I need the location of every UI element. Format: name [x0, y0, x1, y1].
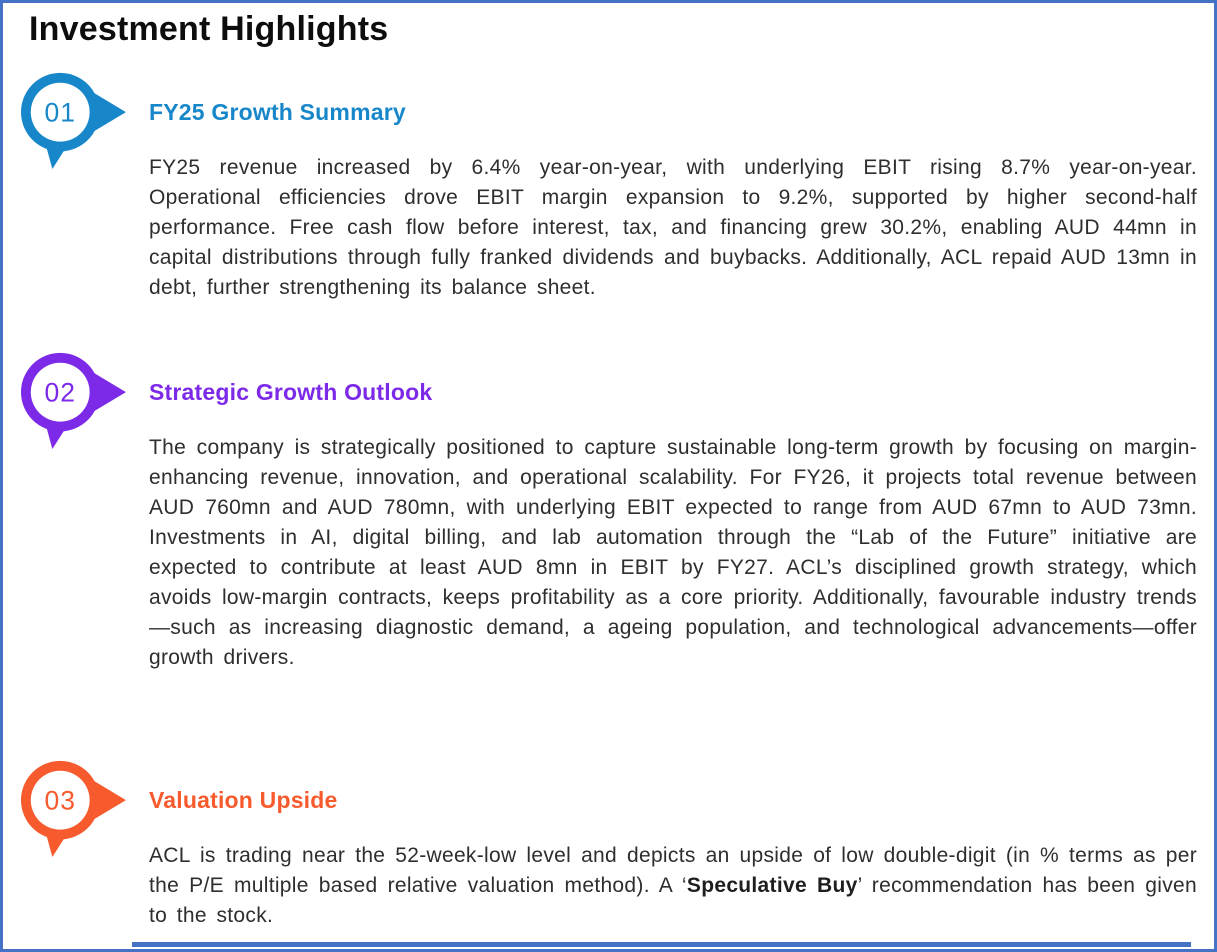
section-fy25-growth-summary — [3, 69, 1214, 303]
marker-02-icon — [15, 349, 127, 451]
section-valuation-upside — [3, 757, 1214, 931]
section-strategic-growth-outlook — [3, 349, 1214, 673]
marker-number: 01 — [44, 97, 76, 128]
speculative-buy-emphasis: Speculative Buy — [686, 874, 858, 897]
section-body-strategic: The company is strategically positioned to capture sustainable long-term growth by focusing on margin-enhancing revenue, innovation, and operational scalability. For FY26, it projects total revenue between AUD 760mn and AUD 780mn, with underlying EBIT expected to range from AUD 67mn to AUD 73mn. Investments in AI, digital billing, and lab automation through the “Lab of the Future” initiative are expected to contribute at least AUD 8mn in EBIT by FY27. ACL’s disciplined growth strategy, which avoids low-margin contracts, keeps profitability as a core priority. Additionally, favourable industry trends—such as increasing diagnostic demand, a ageing population, and technological advancements—offer growth drivers. — [149, 436, 1197, 669]
valuation-text-lead: ACL is trading near the 52-week-low level and depicts an upside of low double-digit (in % terms as per the P/E multiple based relative valuation method). A ‘ — [149, 844, 1197, 897]
section-body-valuation — [149, 841, 1197, 931]
marker-03-icon — [15, 757, 127, 859]
valuation-text-tail: ’ recommendation has been given to the stock. — [149, 874, 1197, 927]
page-title: Investment Highlights — [29, 10, 389, 48]
section-body-fy25: FY25 revenue increased by 6.4% year-on-year, with underlying EBIT rising 8.7% year-on-year. Operational efficiencies drove EBIT margin expansion to 9.2%, supported by higher second-half performance. Free cash flow before interest, tax, and financing grew 30.2%, enabling AUD 44mn in capital distributions through fully franked dividends and buybacks. Additionally, ACL repaid AUD 13mn in debt, further strengthening its balance sheet. — [149, 156, 1197, 299]
section-heading-valuation: Valuation Upside — [149, 787, 338, 813]
marker-number: 02 — [44, 377, 76, 408]
section-heading-strategic: Strategic Growth Outlook — [149, 379, 433, 405]
section-heading-fy25: FY25 Growth Summary — [149, 99, 406, 125]
marker-01-icon — [15, 69, 127, 171]
bottom-divider — [132, 942, 1191, 947]
marker-number: 03 — [44, 785, 76, 816]
